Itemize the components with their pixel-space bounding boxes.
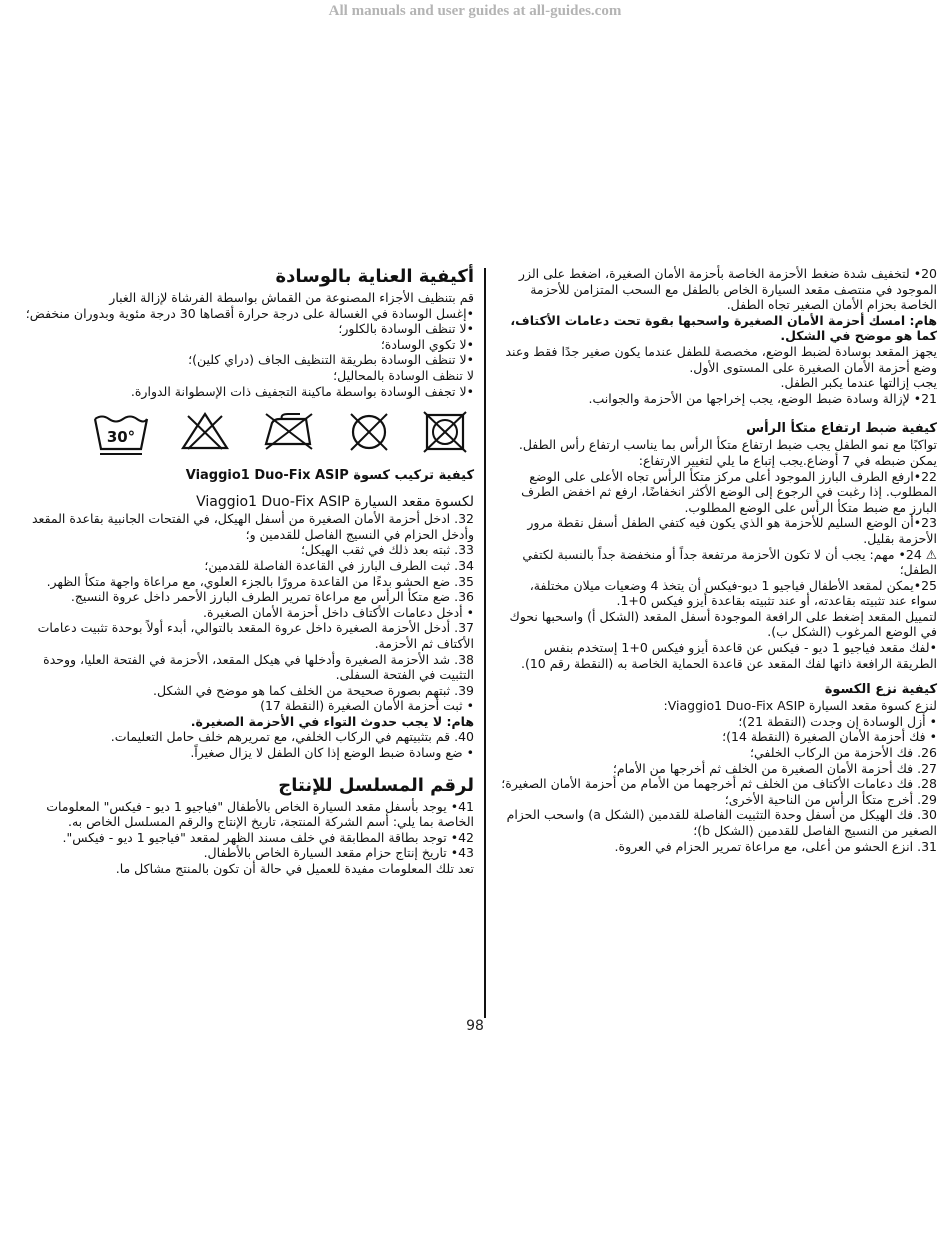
instruction-23: 23•أن الوضع السليم للأحزمة هو الذي يكون فيه كتفي الطفل أسفل نقطة مرور الأحزمة بقليل. — [527, 515, 937, 546]
wash-temp-label: 30° — [106, 428, 136, 447]
instruction-42: 42• توجد بطاقة المطابقة في خلف مسند الظهر لمقعد "فياجيو 1 ديو - فيكس". — [62, 829, 474, 845]
column-divider — [484, 268, 486, 1018]
wash-30-icon — [92, 411, 150, 457]
instruction-33: 33. ثبته بعد ذلك في ثقب الهيكل؛ — [300, 542, 474, 558]
instruction-36b: • أدخل دعامات الأكتاف داخل أحزمة الأمان الصغيرة. — [203, 604, 474, 620]
instruction-39: 39. ثبتهم بصورة صحيحة من الخلف كما هو موضح في الشكل. — [153, 682, 474, 698]
cover-remove-intro: لنزع كسوة مقعد السيارة Viaggio1 Duo-Fix ASIP: — [663, 698, 937, 714]
care-intro: قم بتنظيف الأجزاء المصنوعة من القماش بواسطة الفرشاة لإزالة الغبار — [109, 290, 474, 305]
instruction-35: 35. ضع الحشو بدءًا من القاعدة مرورًا بالجزء العلوي، مع مراعاة واجهة متكأ الظهر. — [46, 573, 474, 589]
cushion-remove: يجب إزالتها عندما يكبر الطفل. — [780, 375, 937, 391]
left-column — [22, 266, 474, 877]
care-no-tumble: •لا تجفف الوسادة بواسطة ماكينة التجفيف ذات الإسطوانة الدوارة. — [130, 383, 474, 399]
headrest-intro: تواكبًا مع نمو الطفل يجب ضبط ارتفاع متكأ الرأس بما يناسب ارتفاع رأس الطفل. يمكن ضبطه في 7 أوضاع.يجب إتباع ما يلي لتغيير الارتفاع: — [518, 437, 937, 468]
serial-title: لرقم المسلسل للإنتاج — [278, 774, 474, 796]
care-no-iron: •لا تكوي الوسادة؛ — [380, 336, 474, 352]
instruction-29: 29. أخرج متكأ الرأس من الناحية الأخرى؛ — [724, 791, 937, 807]
instruction-22: 22•ارفع الطرف البارز الموجود أعلى مركز متكأ الرأس تجاه الأعلى على الوضع المطلوب. إذا رغبت في الرجوع إلى الوضع الأكثر انخفاضًا، ارفع ثم اخفض الطرف البارز مع ضبط متكأ الرأس على الوضع المطلوب. — [521, 468, 937, 515]
care-symbols — [22, 411, 468, 457]
site-banner: All manuals and user guides at all-guides.com — [328, 3, 622, 19]
remove-step-a: • أزل الوسادة إن وجدت (النقطة 21)؛ — [738, 713, 937, 729]
instruction-34: 34. ثبت الطرف البارز في القاعدة الفاصلة للقدمين؛ — [204, 557, 474, 573]
instruction-25: 25•يمكن لمقعد الأطفال فياجيو 1 ديو-فيكس أن يتخذ 4 وضعيات ميلان مختلفة، سواء عند تثبيته بقاعدته، أو عند تثبيته بقاعدة أيزو فيكس 0+1. — [529, 577, 937, 609]
instruction-24 — [500, 547, 937, 578]
install-intro: لكسوة مقعد السيارة Viaggio1 Duo-Fix ASIP — [196, 494, 474, 511]
instruction-31: 31. انزع الحشو من أعلى، مع مراعاة تمرير الحزام في العروة. — [614, 838, 937, 854]
no-iron-icon — [260, 411, 316, 451]
instruction-39b: • ثبت أحزمة الأمان الصغيرة (النقطة 17) — [260, 698, 474, 714]
no-tumble-dry-icon — [422, 411, 468, 453]
instruction-41: 41• يوجد بأسفل مقعد السيارة الخاص بالأطفال "فياجيو 1 ديو - فيكس" المعلومات الخاصة بما يلي: أسم الشركة المنتجة، تاريخ الإنتاج والرقم المسلسل الخاص به. — [46, 798, 474, 830]
important-note-39: هام: لا يجب حدوث التواء في الأحزمة الصغيرة. — [190, 713, 474, 729]
tilt-text: لتمييل المقعد إضغط على الرافعة الموجودة أسفل المقعد (الشكل أ) واسحبها نحوك في الوضع المرغوب (الشكل ب). — [509, 608, 937, 640]
no-dry-clean-icon — [346, 411, 392, 453]
right-column — [500, 266, 937, 854]
cushion-text: يجهز المقعد بوسادة لضبط الوضع، مخصصة للطفل عندما يكون صغير جدًا فقط وعند وضع أحزمة الأمان الصغيرة على المستوى الأول. — [505, 343, 937, 375]
instruction-36: 36. ضع متكأ الرأس مع مراعاة تمرير الطرف البارز الأحمر داخل عروة النسيج. — [70, 589, 474, 605]
instruction-28: 28. فك دعامات الأكتاف من الخلف ثم أخرجهما من الأمام من أحزمة الأمان الصغيرة؛ — [501, 776, 937, 792]
instruction-43: 43• تاريخ إنتاج حزام مقعد السيارة الخاص بالأطفال. — [203, 845, 474, 861]
instruction-26: 26. فك الأحزمة من الركاب الخلفي؛ — [750, 745, 937, 761]
instruction-24-text: 24• مهم: يجب أن لا تكون الأحزمة مرتفعة جداً أو منخفضة جداً بالنسبة لكتفي الطفل؛ — [522, 546, 937, 578]
instruction-30: 30. فك الهيكل من أسفل وحدة التثبيت الفاصلة للقدمين (الشكل a) واسحب الحزام الصغير من النسيج الفاصل للقدمين (الشكل b)؛ — [506, 807, 937, 838]
instruction-32: 32. ادخل أحزمة الأمان الصغيرة من أسفل الهيكل، في الفتحات الجانبية بقاعدة المقعد وأدخل الحزام في النسيج الفاصل للقدمين و؛ — [31, 511, 474, 542]
warning-icon: ⚠ — [925, 546, 937, 562]
instruction-37: 37. أدخل الأحزمة الصغيرة داخل عروة المقعد بالتوالي، أبدء أولاً بوحدة تثبيت دعامات الأكتاف ثم الأحزمة. — [37, 620, 474, 651]
unhook-text: •لفك مقعد فياجيو 1 ديو - فيكس عن قاعدة أيزو فيكس 0+1 إستخدم بنفس الطريقة الرافعة ذاتها لفك المقعد عن قاعدة الحماية الخاصة به (النقطة رقم 10). — [520, 640, 937, 671]
cover-remove-title: كيفية نزع الكسوة — [824, 682, 937, 698]
no-bleach-icon — [180, 411, 230, 451]
page-number: 98 — [466, 1018, 484, 1034]
serial-note: تعد تلك المعلومات مفيدة للعميل في حالة أن تكون بالمنتج مشاكل ما. — [115, 861, 474, 877]
care-wash: •إغسل الوسادة في الغسالة على درجة حرارة أقصاها 30 درجة مئوية وبدوران منخفض؛ — [25, 305, 474, 321]
care-no-solvents: لا تنظف الوسادة بالمحاليل؛ — [333, 367, 474, 383]
remove-step-b: • فك أحزمة الأمان الصغيرة (النقطة 14)؛ — [722, 729, 937, 745]
headrest-title: كيفية ضبط ارتفاع متكأ الرأس — [746, 421, 937, 437]
install-title: كيفية تركيب كسوة Viaggio1 Duo-Fix ASIP — [185, 468, 474, 484]
care-title: أكيفية العناية بالوسادة — [275, 266, 474, 287]
instruction-21: 21• لإزالة وسادة ضبط الوضع، يجب إخراجها من الأحزمة والجوانب. — [588, 390, 937, 406]
instruction-27: 27. فك أحزمة الأمان الصغيرة من الخلف ثم أخرجها من الأمام؛ — [612, 760, 937, 776]
care-no-bleach: •لا تنظف الوسادة بالكلور؛ — [338, 321, 474, 337]
instruction-40b: • ضع وسادة ضبط الوضع إذا كان الطفل لا يزال صغيراً. — [190, 745, 474, 761]
instruction-20: 20• لتخفيف شدة ضغط الأحزمة الخاصة بأحزمة الأمان الصغيرة، اضغط على الزر الموجود في منتصف مقعد السيارة الخاص بالطفل مع السحب المتزامن للأحزمة الخاصة بحزام الأمان الصغير تجاه الطفل. — [518, 266, 937, 313]
care-no-dry-clean: •لا تنظف الوسادة بطريقة التنظيف الجاف (دراي كلين)؛ — [188, 352, 474, 368]
important-note-20: هام: امسك أحزمة الأمان الصغيرة واسحبها بقوة تحت دعامات الأكتاف، كما هو موضح في الشكل. — [510, 312, 937, 344]
instruction-38: 38. شد الأحزمة الصغيرة وأدخلها في هيكل المقعد، الأحزمة في الفتحة العليا، ووحدة التثبيت في الفتحة السفلى. — [43, 651, 474, 683]
instruction-40: 40. قم بتثبيتهم في الركاب الخلفي، مع تمريرهم خلف حامل التعليمات. — [110, 729, 474, 745]
